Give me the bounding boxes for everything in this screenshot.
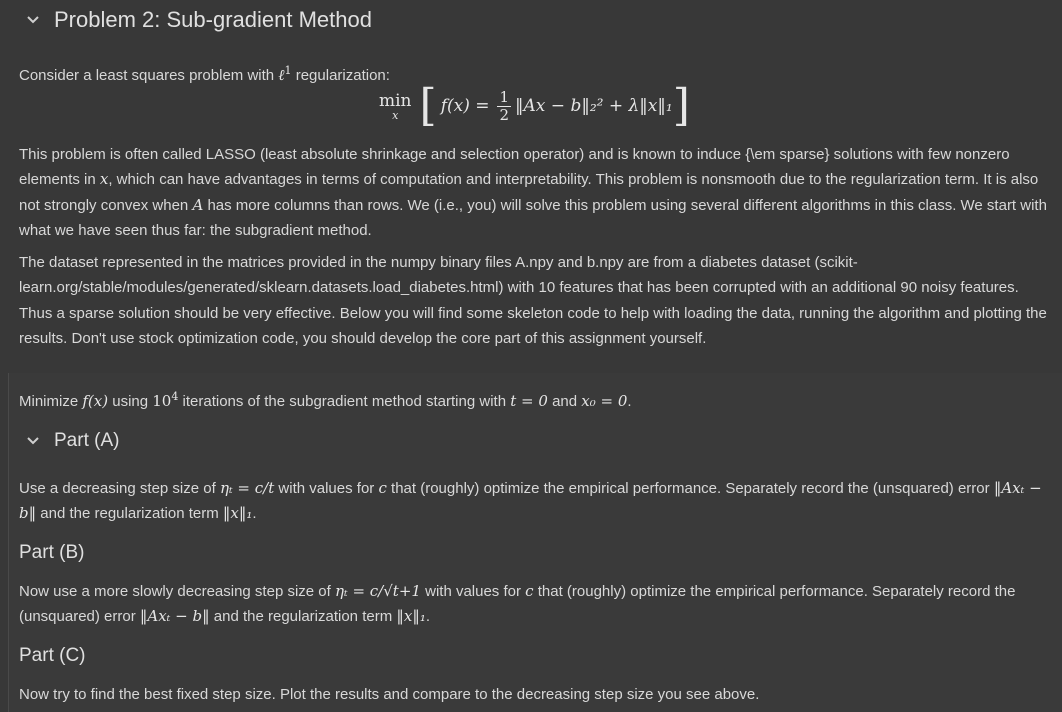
chevron-down-icon[interactable] [24, 11, 42, 29]
problem-heading[interactable] [24, 6, 372, 34]
part-a-text: Use a decreasing step size of ηₜ = c/t with values for c that (roughly) optimize the empirical performance. Separately record the (unsquared) error ‖Axₜ − b‖ and the regularization term ‖x‖₁. [19, 479, 1042, 523]
part-a-title: Part (A) [54, 430, 120, 451]
part-b-text: Now use a more slowly decreasing step size of ηₜ = c/√t+1 with values for c that (roughly) optimize the empirical performance. Separately record the (unsquared) error ‖Axₜ − b‖ and the regularization term ‖x‖₁. [19, 582, 1016, 626]
dataset-description: The dataset represented in the matrices provided in the numpy binary files A.npy and b.npy are from a diabetes dataset (scikit-learn.org/stable/modules/generated/sklearn.datasets.load_diabetes.html) with 10 features that has been corrupted with an additional 90 noisy features. Thus a sparse solution should be very effective. Below you will find some skeleton code to help with loading the data, running the algorithm and plotting the results. Don't use stock optimization code, you should develop the core part of this assignment yourself. [19, 254, 1047, 348]
problem-title: Problem 2: Sub-gradient Method [54, 7, 372, 32]
part-b-title: Part (B) [19, 542, 85, 563]
intro-text: Consider a least squares problem with ℓ$^1$ regularization: [19, 64, 390, 84]
part-c-title: Part (C) [19, 645, 86, 666]
part-a-heading[interactable] [24, 428, 119, 454]
lasso-description: This problem is often called LASSO (least absolute shrinkage and selection operator) and is known to induce {\em sparse} solutions with few nonzero elements in x, which can have advantages in terms of computation and interpretability. This problem is nonsmooth due to the regularization term. It is also not strongly convex when A has more columns than rows. We (i.e., you) will solve this problem using several different algorithms in this class. We start with what we have seen thus far: the subgradient method. [19, 146, 1047, 240]
part-c-text: Now try to find the best fixed step size. Plot the results and compare to the decreasing step size you see above. [19, 686, 760, 703]
markdown-cell[interactable] [8, 373, 1062, 712]
part-c-heading[interactable] [19, 643, 86, 669]
lasso-equation: min x [ f(x) = $\frac{1}{2}$ ‖Ax − b‖₂² + λ‖x‖₁ ] [379, 80, 690, 131]
part-b-heading[interactable] [19, 540, 84, 566]
task-text: Minimize f(x) using $10^4$ iterations of the subgradient method starting with t = 0 and x₀ = 0. [19, 390, 632, 410]
chevron-down-icon[interactable] [24, 432, 42, 450]
